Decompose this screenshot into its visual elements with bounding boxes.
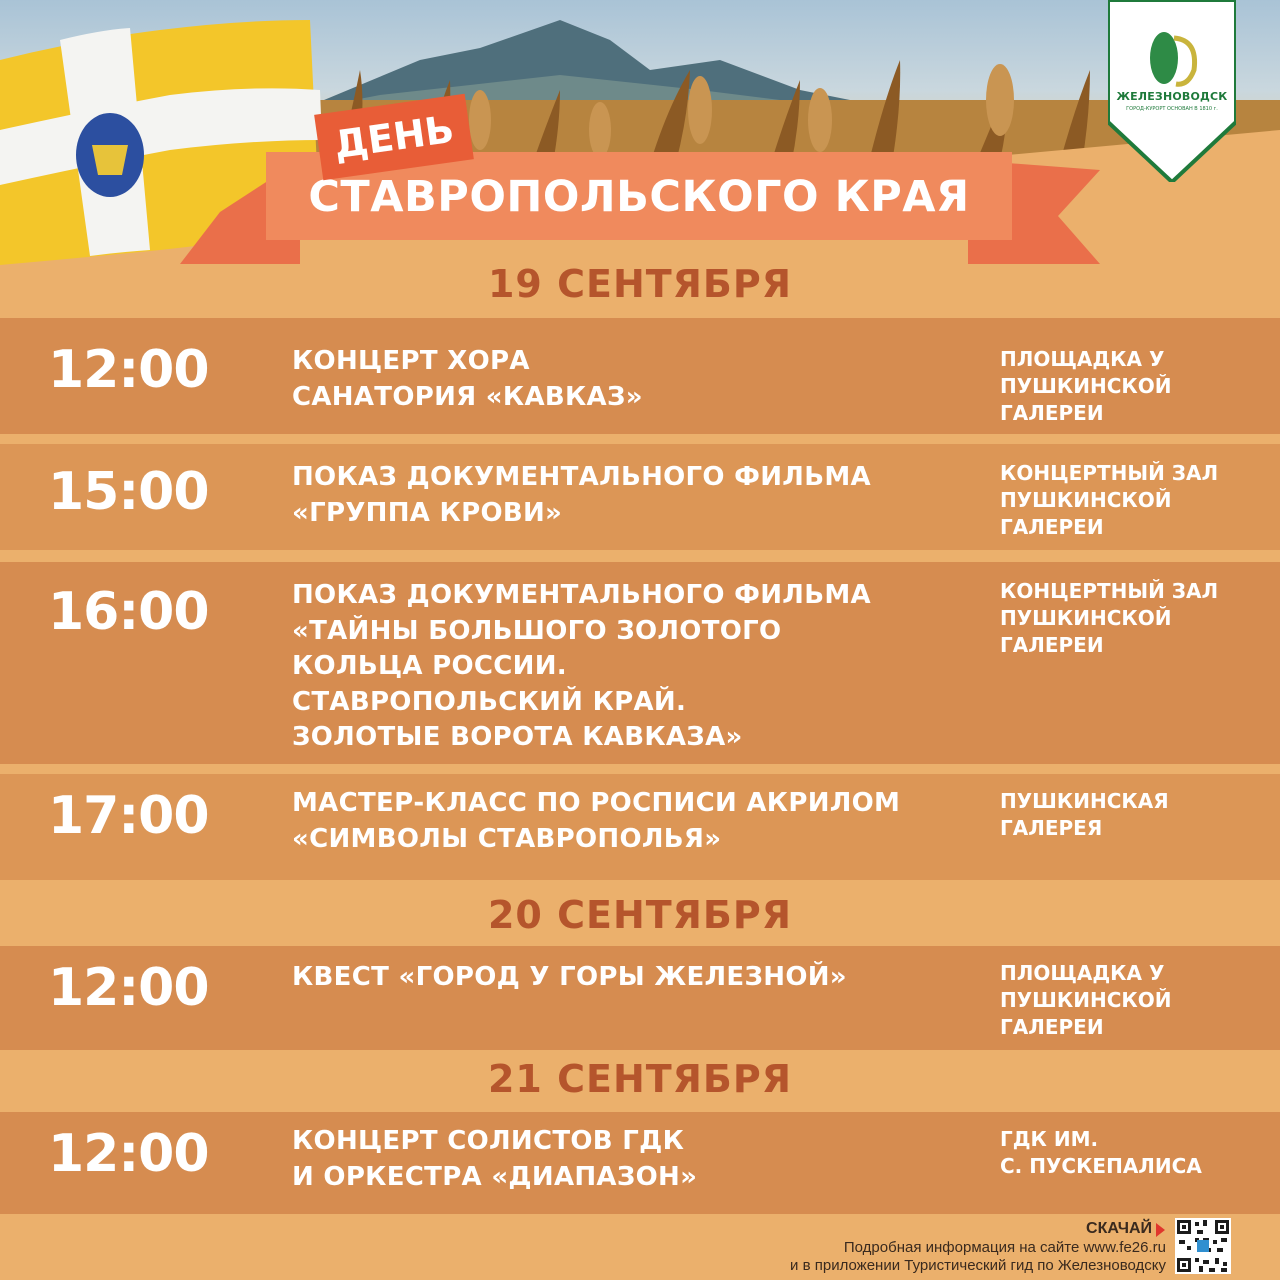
event-title: ПОКАЗ ДОКУМЕНТАЛЬНОГО ФИЛЬМА «ГРУППА КРОВИ»	[292, 462, 871, 528]
event-time: 17:00	[48, 786, 209, 846]
event-title: КВЕСТ «ГОРОД У ГОРЫ ЖЕЛЕЗНОЙ»	[292, 962, 847, 992]
event-place: ПЛОЩАДКА У ПУШКИНСКОЙ ГАЛЕРЕИ	[1000, 347, 1172, 425]
event-time: 12:00	[48, 340, 209, 400]
logo-subtitle: ГОРОД-КУРОРТ ОСНОВАН В 1810 г.	[1126, 106, 1218, 112]
day-label: ДЕНЬ	[331, 106, 457, 168]
day-header-19-sept: 19 СЕНТЯБРЯ	[487, 262, 792, 306]
event-row	[0, 1112, 1280, 1214]
event-title: КОНЦЕРТ ХОРА САНАТОРИЯ «КАВКАЗ»	[292, 346, 643, 412]
event-place: КОНЦЕРТНЫЙ ЗАЛ ПУШКИНСКОЙ ГАЛЕРЕИ	[1000, 461, 1219, 539]
event-row	[0, 318, 1280, 434]
footer-info-line-2: и в приложении Туристический гид по Железноводску	[790, 1257, 1166, 1274]
event-title: ПОКАЗ ДОКУМЕНТАЛЬНОГО ФИЛЬМА «ТАЙНЫ БОЛЬШОГО ЗОЛОТОГО КОЛЬЦА РОССИИ. СТАВРОПОЛЬСКИЙ КРАЙ. ЗОЛОТЫЕ ВОРОТА КАВКАЗА»	[292, 580, 871, 752]
event-row	[0, 444, 1280, 550]
page-title: СТАВРОПОЛЬСКОГО КРАЯ	[308, 172, 970, 222]
event-row	[0, 562, 1280, 764]
event-place: КОНЦЕРТНЫЙ ЗАЛ ПУШКИНСКОЙ ГАЛЕРЕИ	[1000, 579, 1219, 657]
event-place: ПУШКИНСКАЯ ГАЛЕРЕЯ	[1000, 789, 1169, 840]
day-header-21-sept: 21 СЕНТЯБРЯ	[487, 1057, 792, 1101]
event-time: 12:00	[48, 958, 209, 1018]
event-time: 16:00	[48, 582, 209, 642]
qr-code-icon[interactable]	[1175, 1218, 1231, 1274]
download-label: СКАЧАЙ	[1086, 1220, 1152, 1237]
arrow-right-icon	[1156, 1223, 1165, 1237]
logo-name: ЖЕЛЕЗНОВОДСК	[1116, 90, 1228, 103]
event-place: ПЛОЩАДКА У ПУШКИНСКОЙ ГАЛЕРЕИ	[1000, 961, 1172, 1039]
footer-info-line-1: Подробная информация на сайте www.fe26.ru	[843, 1239, 1166, 1256]
event-title: КОНЦЕРТ СОЛИСТОВ ГДК И ОРКЕСТРА «ДИАПАЗОН»	[292, 1126, 698, 1192]
event-row	[0, 774, 1280, 880]
event-title: МАСТЕР-КЛАСС ПО РОСПИСИ АКРИЛОМ «СИМВОЛЫ СТАВРОПОЛЬЯ»	[292, 788, 901, 854]
event-place: ГДК ИМ. С. ПУСКЕПАЛИСА	[1000, 1127, 1202, 1178]
day-header-20-sept: 20 СЕНТЯБРЯ	[487, 893, 792, 937]
event-time: 15:00	[48, 462, 209, 522]
event-time: 12:00	[48, 1124, 209, 1184]
event-row	[0, 946, 1280, 1050]
